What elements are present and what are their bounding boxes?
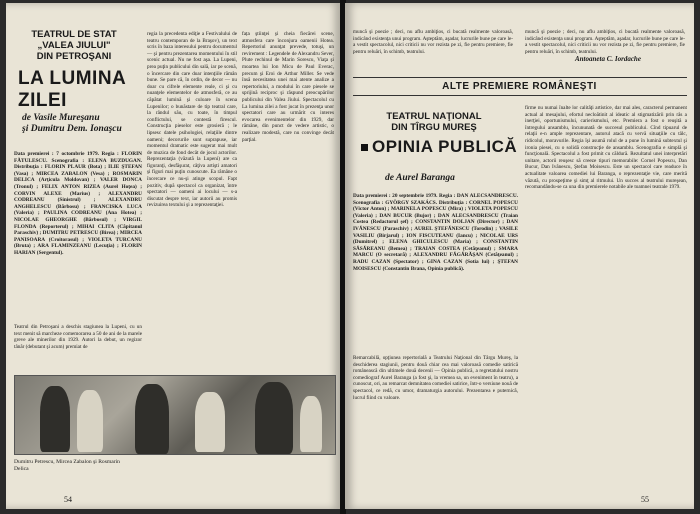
theatre-header: TEATRUL DE STAT „VALEA JIULUI" DIN PETROŞANI [31, 29, 117, 62]
review-body-col1: Remarcabilă, opţiunea repertorială a Teatrului Naţional din Târgu Mureş, la deschiderea stagiunii, pentru două chiar cea mai valoroasă comedie satirică românească din ultimele două decenii — Opinia publică, a regretatului nostru comediograf Aurel Baranga (a fost şi, la vremea sa, un eveniment în teatru), a cunoscut, ori, au remarcat demnitatea comediei satirice, într-o versiune nouă de spectacol, ce redă, cu umor, dramaturgia autorului. Prezentarea e puternică, lucrul fiind cu valoare. [353, 355, 518, 401]
left-page [6, 3, 341, 509]
play-title-right-text: OPINIA PUBLICĂ [372, 137, 518, 156]
article-signature: Antoaneta C. Iordache [575, 55, 641, 63]
continued-text-2: muncă şi poezie ; deci, nu aflu ambiţios, ci bucată realmente valoroasă, indicând existenţa unui program. Aşteptăm, aşadar, lucrurile bune pe care le-a vestit spectacolul, nici criticii nu vor rezista pe zi, fie pentru premiere, fie pentru reluări, în schimb, teatrului. [525, 29, 685, 55]
title-bullet-icon [361, 144, 368, 151]
right-page [345, 3, 694, 509]
credits-block-right: Data premierei : 20 septembrie 1979. Regia : DAN ALECSANDRESCU. Scenografia : GYÖRGY SZAKÁCS. Distribuţia : CORNEL POPESCU (Victor Anton) ; MARINELA POPESCU (Mira) ; VIOLETA POPESCU (Valeria) ; DAN BUCUR (Bujor) ; DAN ALECSANDRESCU (Traian Costea (Redactorul şef) ; CONSTANTIN DOLJAN (Director) ; DAN IVĂNESCU (Paraschiv) ; AUREL ŞTEFĂNESCU (Torodin) ; VASILE VASILIU (Birjarul) ; ION FISCUTEANU (Iancu) ; NICOLAE URS (Dumitrel) ; ELENA GHICULESCU (Maria) ; CONSTANTIN SĂSĂREANU (Bemea) ; TRAIAN COSTEA (Cetăţeanul) ; SMARA MARCU (O secretară) ; ALEXANDRU FĂGĂRĂŞAN (Cetăţeanul) ; RADU CAZAN (Spectator) ; GINA CAZAN (Sotia lui) ; ŞTEFAN MOISESCU (Constantin Brana, Opinia publică). [353, 193, 518, 272]
theatre-header-right: TEATRUL NAŢIONAL DIN TÎRGU MUREŞ [386, 111, 482, 133]
column-1-body: Teatrul din Petroşani a deschis stagiunea la Lupeni, cu un text menit să marcheze comemorarea a 50 de ani de la marele greve ale minerilor din 1929. Autori la debut, un regizor tânăr (debutant şi acum) premiat de [14, 324, 142, 350]
review-body-col2: firme nu numai înalte lor calităţi artistice, dar mai ales, caracterul permanent actual al mesajului, efortul necloătinit al ideatic al stigmatizării prin râs a inerţiei, oportunismului, carierismului, etc. Premiera a fost o reuşită a întregului ansamblu, încununată de succesul publicului. Cînd tipuarul de relaţii e-n ample reprezentare, autorul atacă cu vervă situaţiile cu tâlc, ridicolul, moravurile. Regia îşi asumă rolul de a pune în lumină subtextul şi ironia piesei, cu o solidă construcţie de ansamblu. Scenografia e simplă şi funcţională. Spectacolul a fost primit cu căldură. Rezultatul unei interpretări unitare, actorii reuşesc să creeze tipuri memorabile: Cornel Popescu, Dan Bucur, Dan Ivănescu, Ştefan Moisescu. Este un spectacol care readuce în actualitate valoarea comediei lui Baranga, o reprezentaţie vie, care merită văzută, cu prospeţime şi simţ al ritmului. Un succes al teatrului mureşean, recomandându-se ca una din premierele notabile ale toamnei teatrale 1979. [525, 105, 687, 191]
credits-block: Data premierei : 7 octombrie 1979. Regia : FLORIN FĂTULESCU. Scenografia : ELENA BUZDUGAN. Distribuţia : FLORIN PLAUR (Bota) ; ILIE ŞTEFAN (Vasa) ; MIRCEA ZABALON (Vesa) ; ROSMARIN DELICA (Arţicula Moldovan) ; VALER DONCA (Tronul) ; FELIX ANTON RIZEA (Aurel Hoţea) ; CORVIN ALEXE (Marius) ; ALEXANDRU CODREANU (Sinistrul) ; ALEXANDRU ANGHELESCU (Bărbosu) ; FRANCISKA LUCA (Valeria) ; PAULINA CODREANU (Ana Hotea) ; NICOLAE GHEORGHE (Bărbosul) ; VIRGIL FLONDA (Reporterul) ; MIHAI CLITA (Căpitanul Paraschiv) ; DUMITRU PETRESCU (Birea) ; MIRCEA PANISOARA (Croitorasul) ; VIOLETA TURCANU (Bruta) ; ARA FLAMINZEANU (Lecuţia) ; FLORIN HARIAN (Sergentul). [14, 151, 142, 256]
photo-caption: Dumitru Petrescu, Mircea Zabalon şi Rosmarin Delica [14, 459, 120, 472]
column-2-body: regia la precedenta ediţie a Festivalului de teatru contemporan de la Braşov), un text scris în baza interesului pentru documentul — şi pentru prezentarea momentului în stil scenic actual. Nu ne fost aşa. La Lupeni, prea puţin publicului din sală, iar pe scenă, o încercare din care doar intenţiile rămân bune. Se pare că, în ordin, de decor — nu doar cu cifrele elemente reale, ci şi cu nuanţele elementelor de atmosferă, ce au căpătat lumină şi culoare în scena Lupenilor; o bunăstare de tip teatral care, la rândul său, cu toate, în timpul conflictului, se contestă firescul. Construcţia pieselor este grosieră ; le lipsesc datele psihologiei, relaţiile dintre oameni; decorurile sunt suprapuse, iar momentul dramatic este sugerat mai mult de muzica de fond decât de jocul actorilor. Reprezentaţia (văzută la Lupeni) are ca figuranţi, desfăşurat, câţiva artişti amatori şi figuri mai puţin cunoscute. Ea rămâne o încercare ce nu-şi atinge scopul. Fapt pozitiv, după spectacol ca organizat, între spectatori — oameni ai locului — s-a discutat despre text, iar autorii au promis revizuirea textului şi a reprezentaţiei. [147, 31, 237, 209]
column-3-body: fața ştiinţei şi cheia fiecărei scene, atmosfera care înconjura oamenii Hotea. Repertoriul anunţat prevede, totuşi, un revirement : Legendele de Alexandru Sever, Plute rechinul de Marin Sorescu, Viaţa şi moartea lui Ion Micu de Paul Everac, precum şi Eroi de Arthur Miller. Se vede însă necesitatea unei mai atente analize a repertoriului, a modului în care piesele se sprijină reciproc şi răspund preocupărilor publicului din Valea Jiului. Spectacolul cu La lumina zilei a fost jucat în prezenţa unor spectatori care au urmărit cu interes evocarea evenimentelor din 1929, dar rămâne, din punct de vedere artistic, o realizare modestă, care nu convinge decât parţial. [242, 31, 334, 143]
page-number-right: 55 [641, 495, 649, 504]
section-title: ALTE PREMIERE ROMÂNEŞTI [442, 81, 597, 92]
play-authors: de Vasile Mureşanu şi Dumitru Dem. Ionaşcu [22, 113, 122, 134]
section-rule-top [353, 77, 687, 78]
section-rule-bottom [353, 95, 687, 96]
play-title: LA LUMINA ZILEI [18, 68, 126, 111]
production-photo [14, 375, 336, 455]
page-number-left: 54 [64, 495, 72, 504]
play-author-right: de Aurel Baranga [385, 173, 455, 183]
play-title-right [361, 137, 521, 157]
continued-text: muncă şi poezie ; deci, nu aflu ambiţios, ci bucată realmente valoroasă, indicând existenţa unui program. Aşteptăm, aşadar, lucrurile bune pe care le-a vestit spectacolul, nici criticii nu vor rezista pe zi, fie pentru premiere, fie pentru reluări, în schimb, teatrului. [353, 29, 513, 55]
